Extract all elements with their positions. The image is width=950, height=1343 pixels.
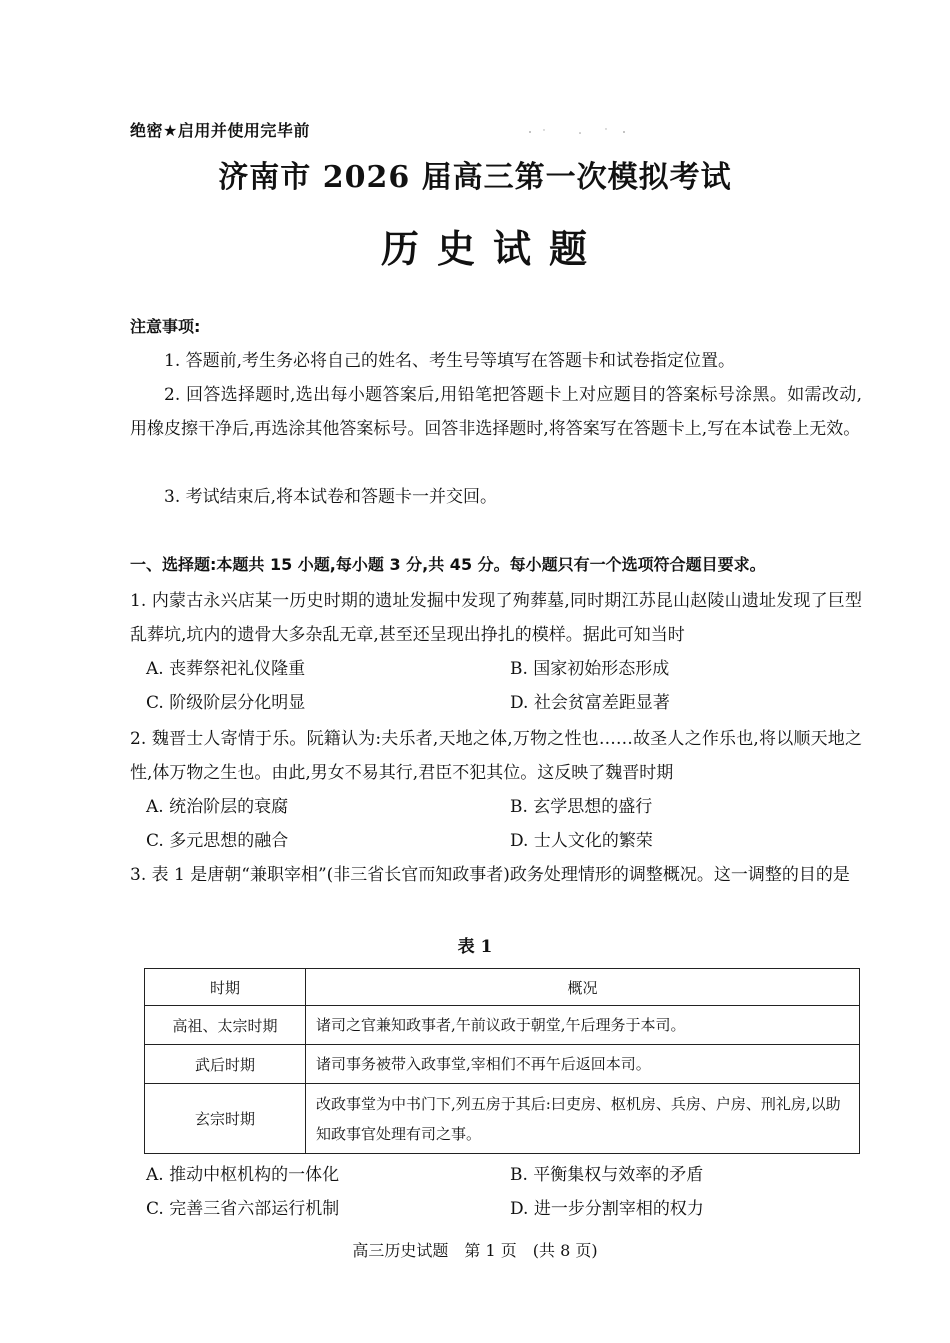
secret-label: 绝密★启用并使用完毕前 xyxy=(130,121,310,140)
scan-speck-marks xyxy=(520,124,640,138)
option-c: C. 多元思想的融合 xyxy=(146,831,289,851)
option-b: B. 国家初始形态形成 xyxy=(510,659,670,679)
question-stem: 3. 表 1 是唐朝“兼职宰相”(非三省长官而知政事者)政务处理情形的调整概况。这一调整的目的是 xyxy=(130,865,850,885)
table-1 xyxy=(144,968,860,1154)
option-a: A. 丧葬祭祀礼仪隆重 xyxy=(146,659,306,679)
table-caption: 表 1 xyxy=(457,937,493,957)
exam-title: 济南市 2026 届高三第一次模拟考试 xyxy=(218,160,732,195)
notice-item: 3. 考试结束后,将本试卷和答题卡一并交回。 xyxy=(164,487,498,507)
page-footer: 高三历史试题 第 1 页 (共 8 页) xyxy=(352,1241,598,1260)
option-a: A. 推动中枢机构的一体化 xyxy=(146,1165,340,1185)
subject-title: 历史试题 xyxy=(380,227,605,271)
notice-heading: 注意事项: xyxy=(130,317,201,336)
option-d: D. 社会贫富差距显著 xyxy=(510,693,670,713)
option-c: C. 完善三省六部运行机制 xyxy=(146,1199,340,1219)
notice-item: 2. 回答选择题时,选出每小题答案后,用铅笔把答题卡上对应题目的答案标号涂黑。如需改动,用橡皮擦干净后,再选涂其他答案标号。回答非选择题时,将答案写在答题卡上,写在本试卷上无效。 xyxy=(130,385,862,439)
table-row xyxy=(145,1045,860,1084)
table-cell-summary: 诸司事务被带入政事堂,宰相们不再午后返回本司。 xyxy=(306,1045,860,1084)
table-cell-summary: 诸司之官兼知政事者,午前议政于朝堂,午后理务于本司。 xyxy=(306,1006,860,1045)
table-cell-period: 武后时期 xyxy=(145,1045,306,1084)
option-d: D. 进一步分割宰相的权力 xyxy=(510,1199,704,1219)
section-heading: 一、选择题:本题共 15 小题,每小题 3 分,共 45 分。每小题只有一个选项符合题目要求。 xyxy=(130,555,766,574)
table-cell-period: 高祖、太宗时期 xyxy=(145,1006,306,1045)
option-d: D. 士人文化的繁荣 xyxy=(510,831,653,851)
question-stem: 2. 魏晋士人寄情于乐。阮籍认为:夫乐者,天地之体,万物之性也……故圣人之作乐也,将以顺天地之性,体万物之生也。由此,男女不易其行,君臣不犯其位。这反映了魏晋时期 xyxy=(130,729,862,783)
option-c: C. 阶级阶层分化明显 xyxy=(146,693,306,713)
table-header-row xyxy=(145,969,860,1006)
option-b: B. 平衡集权与效率的矛盾 xyxy=(510,1165,704,1185)
table-header-period: 时期 xyxy=(145,969,306,1006)
question-stem: 1. 内蒙古永兴店某一历史时期的遗址发掘中发现了殉葬墓,同时期江苏昆山赵陵山遗址发现了巨型乱葬坑,坑内的遗骨大多杂乱无章,甚至还呈现出挣扎的模样。据此可知当时 xyxy=(130,591,862,645)
table-row xyxy=(145,1006,860,1045)
table-cell-period: 玄宗时期 xyxy=(145,1084,306,1154)
table-row xyxy=(145,1084,860,1154)
option-b: B. 玄学思想的盛行 xyxy=(510,797,653,817)
table-cell-summary: 改政事堂为中书门下,列五房于其后:曰吏房、枢机房、兵房、户房、刑礼房,以助知政事官处理有司之事。 xyxy=(306,1084,860,1154)
table-header-summary: 概况 xyxy=(306,969,860,1006)
option-a: A. 统治阶层的衰腐 xyxy=(146,797,289,817)
notice-item: 1. 答题前,考生务必将自己的姓名、考生号等填写在答题卡和试卷指定位置。 xyxy=(164,351,736,371)
